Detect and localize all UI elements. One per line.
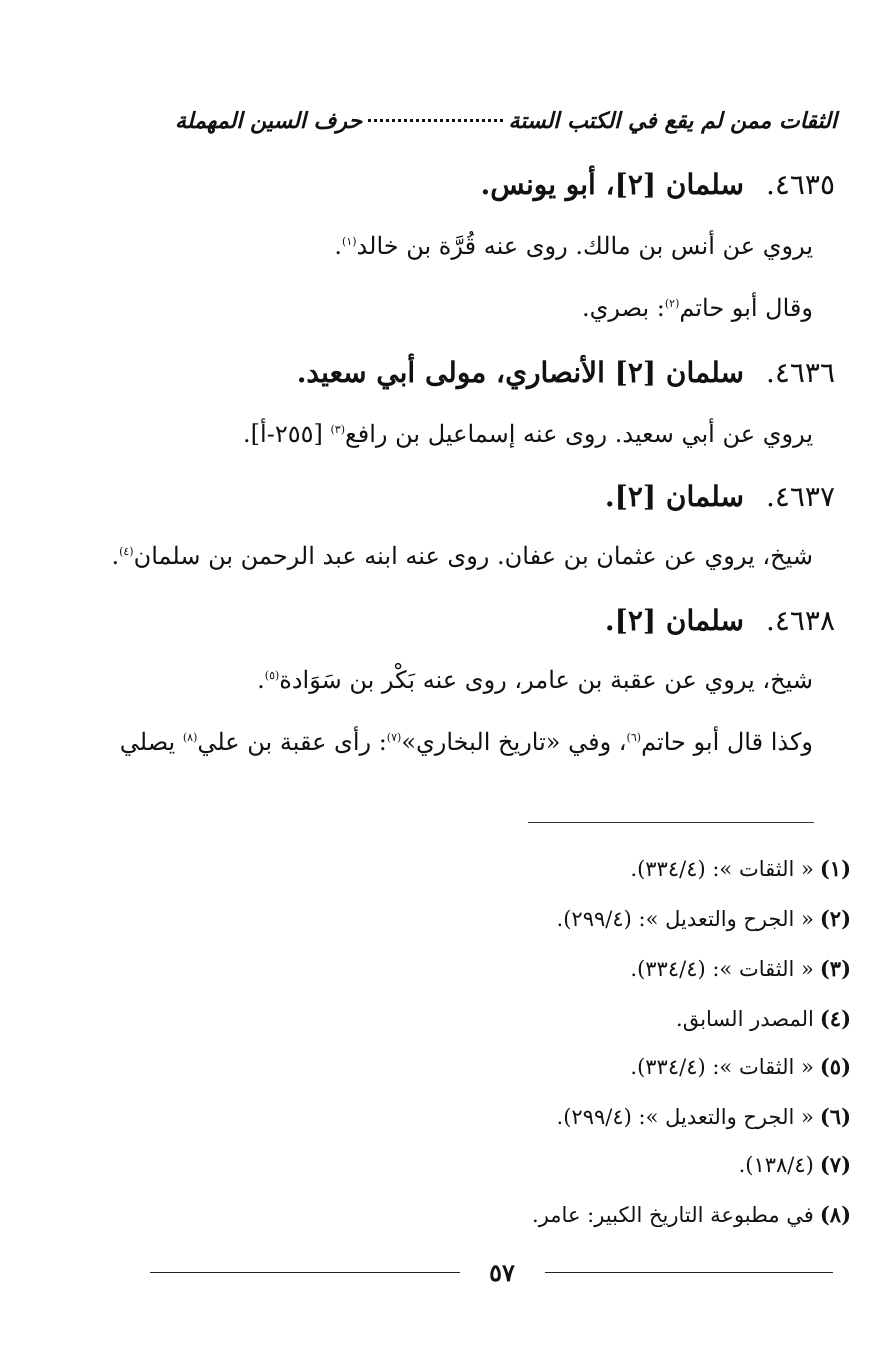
entry-name: سلمان [٢]، أبو يونس. <box>480 168 744 201</box>
footnote <box>557 1104 851 1129</box>
entry-name: سلمان [٢]. <box>604 604 744 637</box>
line-text: يروي عن أبي سعيد. روى عنه إسماعيل بن رافع <box>345 420 813 448</box>
footnote-ref[interactable]: (٢) <box>664 297 680 310</box>
page-number: ٥٧ <box>489 1258 515 1287</box>
footnote-number: (٧) <box>819 1152 851 1177</box>
footnote-ref[interactable]: (٥) <box>264 669 280 682</box>
footnote-number: (٣) <box>819 956 851 981</box>
footnote-ref[interactable]: (٣) <box>330 423 346 436</box>
footnote-number: (٤) <box>819 1006 851 1031</box>
line-text: شيخ، يروي عن عثمان بن عفان. روى عنه ابنه عبد الرحمن بن سلمان <box>133 542 813 570</box>
footnote-number: (٥) <box>819 1054 851 1079</box>
footnote-text: « الثقات »: (٣٣٤/٤). <box>630 857 814 881</box>
entry-name: سلمان [٢] الأنصاري، مولى أبي سعيد. <box>296 356 744 389</box>
footnote-text: المصدر السابق. <box>676 1007 814 1031</box>
footnote-ref[interactable]: (٧) <box>386 731 402 744</box>
line-text: وقال أبو حاتم <box>679 294 813 322</box>
line-tail: : بصري. <box>581 294 665 322</box>
entry-line <box>111 542 813 570</box>
line-tail: . <box>111 542 120 570</box>
entry-title <box>481 168 835 201</box>
footnote-ref[interactable]: (٤) <box>119 545 134 558</box>
footnote-ref[interactable]: (١) <box>342 235 357 248</box>
line-text: وكذا قال أبو حاتم <box>641 728 813 756</box>
footnote-text: « الثقات »: (٣٣٤/٤). <box>630 1055 814 1079</box>
footnote-separator <box>528 822 814 823</box>
entry-number: ٤٦٣٨. <box>765 604 835 637</box>
footnote <box>630 856 851 881</box>
line-tail: . <box>257 666 265 694</box>
footnote <box>739 1152 851 1177</box>
line-tail: : رأى عقبة بن علي <box>197 728 387 756</box>
line-tail: ، وفي «تاريخ البخاري» <box>401 728 627 756</box>
line-tail: . <box>334 232 343 260</box>
footnote-text: « الجرح والتعديل »: (٢٩٩/٤). <box>556 907 814 931</box>
footnote <box>630 1054 851 1079</box>
footer-rule-left <box>150 1272 460 1273</box>
line-tail: [٢٥٥-أ]. <box>243 420 331 448</box>
entry-line <box>334 232 813 260</box>
header-dots <box>368 118 502 122</box>
header-book-title: الثقات ممن لم يقع في الكتب الستة <box>508 108 837 134</box>
footnote <box>630 956 851 981</box>
entry-line <box>243 420 813 448</box>
entry-number: ٤٦٣٥. <box>765 168 835 201</box>
entry-title <box>605 480 835 513</box>
footnote-text: « الثقات »: (٣٣٤/٤). <box>630 957 814 981</box>
entry-number: ٤٦٣٦. <box>765 356 835 389</box>
footnote-number: (١) <box>819 856 851 881</box>
footnote <box>532 1202 851 1227</box>
entry-name: سلمان [٢]. <box>604 480 744 513</box>
line-text: يروي عن أنس بن مالك. روى عنه قُرَّة بن خالد <box>356 232 813 260</box>
footnote-text: (١٣٨/٤). <box>738 1153 814 1177</box>
footnote-number: (٢) <box>819 906 851 931</box>
footnote-number: (٦) <box>819 1104 851 1129</box>
entry-number: ٤٦٣٧. <box>765 480 835 513</box>
entry-title <box>605 604 835 637</box>
footnote-ref[interactable]: (٦) <box>626 731 642 744</box>
entry-line <box>257 666 813 694</box>
footnote-text: في مطبوعة التاريخ الكبير: عامر. <box>532 1203 814 1227</box>
header-chapter: حرف السين المهملة <box>175 108 363 134</box>
footnote-text: « الجرح والتعديل »: (٢٩٩/٤). <box>556 1105 814 1129</box>
entry-title <box>297 356 835 389</box>
entry-line <box>120 728 813 756</box>
line-tail: يصلي <box>119 728 183 756</box>
entry-line <box>582 294 813 322</box>
footnote <box>557 906 851 931</box>
footnote-number: (٨) <box>819 1202 851 1227</box>
running-header <box>175 108 837 148</box>
footer-rule-right <box>545 1272 833 1273</box>
footnote-ref[interactable]: (٨) <box>182 731 198 744</box>
line-text: شيخ، يروي عن عقبة بن عامر، روى عنه بَكْر بن سَوَادة <box>279 666 813 694</box>
footnote <box>676 1006 851 1031</box>
